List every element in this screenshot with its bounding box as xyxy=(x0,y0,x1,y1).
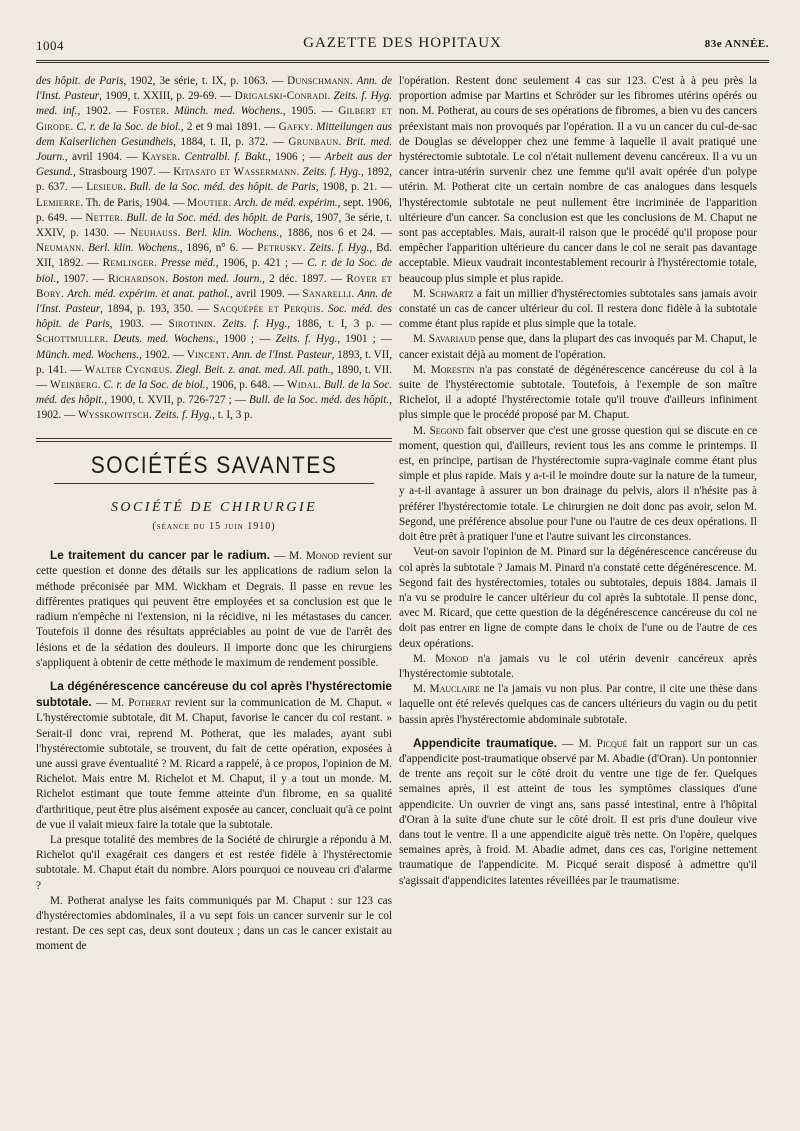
reference-text: . xyxy=(166,105,175,118)
reference-text: . xyxy=(169,363,176,376)
society-title: SOCIÉTÉ DE CHIRURGIE xyxy=(110,499,318,515)
header-rule-thin xyxy=(36,62,769,63)
section-rule-top-2 xyxy=(36,441,392,442)
reference-text: . xyxy=(302,242,310,255)
paragraph-text: ne l'a jamais vu non plus. Par contre, il cite une thèse dans laquelle ont été relevés quelques cas de cancers ultérieurs du vagin ou du petit bassin après l'hystérectomie abdominale subtotale. xyxy=(399,683,758,726)
reference-text: . xyxy=(61,287,68,300)
paragraph-text: l'opération. Restent donc seulement 4 cas sur 123. C'est à à peu près la proportion admise par Martins et Schröder sur les fibromes utérins opérés ou non. M. Potherat, au cours de ses opérations de fibromes, a bien vu des cancers préexistant mais non provoqués par l'opération. Il a vu un cancer du cul-de-sac de Douglas se développer chez une femme à laquelle il avait pratiqué une hystérectomie subtotale. Le col n'était nullement devenu cancéreux. Il a vu un cancer intra-utérin survenir chez une femme qu'il avait opérée d'un polype utérin. M. Potherat cite un certain nombre de cas analogues dans lesquels l'hystérectomie subtotale ne peut nullement être incriminée de l'apparition ultérieure d'un cancer. Sa conclusion est que les conclusions de M. Chaput ne sont pas acceptables. Mais, aurait-il raison que le procédé qu'il propose pour empêcher l'apparition ultérieure du cancer dans le col ne serait pas davantage acceptable. Mieux vaudrait incontestablement recourir à l'hystérectomie totale, beaucoup plus simple et plus rapide. xyxy=(399,75,757,285)
reference-text: . Th. de Paris, 1904. — xyxy=(80,196,188,209)
reference-author: Lemierre xyxy=(36,196,81,209)
reference-author: Lesieur xyxy=(86,181,124,194)
section-rule-under-title xyxy=(54,483,374,484)
paragraph xyxy=(399,652,757,682)
reference-text: , 1906, p. 421 ; — xyxy=(215,257,308,270)
reference-journal: Zeits. f. Hyg. xyxy=(222,318,288,331)
reference-text: . xyxy=(228,196,235,209)
reference-text: , 1909, t. XXIII, p. 29-69. — xyxy=(99,90,235,103)
article-author-degenerescence: M. Potherat xyxy=(111,697,171,710)
reference-author: Neumann xyxy=(36,242,82,255)
paragraph xyxy=(399,287,757,333)
header-rule xyxy=(36,60,769,61)
reference-journal: des hôpit. de Paris xyxy=(36,75,124,87)
article-title-degenerescence: La dégénérescence cancéreuse du col après l'hystérectomie subtotale. xyxy=(36,678,392,710)
reference-text: , 2 déc. 1897. — xyxy=(262,272,347,285)
reference-text: , 1896, n° 6. — xyxy=(179,242,258,255)
reference-author: Gilbert et Girode xyxy=(36,105,393,133)
reference-author: Neuhauss xyxy=(130,227,178,240)
article-body-degenerescence: revient sur la communication de M. Chaput. « L'hystérectomie subtotale, dit M. Chaput, favorise le cancer du col restant. » Serait-il donc vrai, reprend M. Potherat, que les malades, ayant subi l'hystérectomie subtotale, se trouvent, du fait de cette opération, exposées à une aussi grave éventualité ? M. Ricard a rappelé, à ce propos, l'opinion de M. Richelot. Mais entre M. Richelot et M. Chaput, il y a tout un monde. M. Richelot estimant que toute femme atteinte d'un fibrome, en sa qualité d'arthritique, peut être plus aisément exposée au cancer, concluait qu'à ce point de vue il valait mieux faire la totale que la subtotale. xyxy=(36,697,393,831)
reference-journal: Mitteilungen aus dem Kaiserlichen Gesundheis xyxy=(36,120,393,148)
paragraph-text: Veut-on savoir l'opinion de M. Pinard sur la dégénérescence cancéreuse du col après la subtotale ? Jamais M. Pinard n'a constaté cette dégénérescence. M. Segond fait des hystérectomies, totales ou subtotales, depuis 1884. Jamais il n'a vu se produire le cancer ultérieur du col après la subtotale. Il pense donc, avec M. Ricard, que cette question de la dégénérescence cancéreuse du col ne doit pas entrer en ligne de compte dans le choix de l'une ou de l'autre de ces deux opérations. xyxy=(399,546,757,650)
reference-journal: Berl. klin. Wochens. xyxy=(185,227,280,240)
reference-journal: Berl. klin. Wochens. xyxy=(88,242,180,255)
reference-text: . xyxy=(296,166,303,179)
article-author-appendicite: M. Picqué xyxy=(578,737,628,750)
article-radium: Le traitement du cancer par le radium. — M. Monod revient sur cette question et donne des détails sur les applications de radium selon la méthode préconisée par MM. Wickham et Degrais. Il passe en revue les différentes pratiques qui peuvent être employées et sa conclusion est que le radium n'empêche ni l'extension, ni la récidive, ni les métastases du cancer. Toutefois il donne des résultats appréciables au point de vue de l'arrêt des lésions et de la sédation des douleurs. Il importe donc que les chirurgiens s'appliquent à obtenir de cette méthode le maximum de rendement possible. xyxy=(36,548,392,669)
reference-journal: Arbeit aus der Gesund. xyxy=(36,151,392,179)
reference-text: . xyxy=(351,287,358,300)
reference-journal: Centralbl. f. Bakt. xyxy=(184,151,269,164)
reference-author: Sirotinin xyxy=(168,318,213,331)
reference-text: . xyxy=(165,272,173,285)
paragraph xyxy=(399,682,757,728)
reference-journal: Arch. méd. expérim. et anat. pathol. xyxy=(67,287,230,300)
reference-journal: Brit. med. Journ. xyxy=(36,135,393,164)
reference-author: Schottmuller xyxy=(36,333,106,346)
reference-text: . xyxy=(327,90,334,103)
reference-journal: Münch. med. Wochens. xyxy=(174,105,283,118)
reference-journal: C. r. de la Soc. de biol. xyxy=(36,257,393,285)
paragraph xyxy=(399,545,757,651)
paragraph-text: n'a pas constaté de dégénérescence cancéreuse du col à la suite de l'hystérectomie subtotale. Toutefois, à l'exemple de son maître Richelot, il a adopté l'hystérectomie totale qu'il trouve d'ailleurs infiniment plus simple que le procédé proposé par M. Chaput. xyxy=(399,363,758,422)
reference-journal: Ann. de l'Inst. Pasteur xyxy=(36,287,392,316)
reference-text: . xyxy=(318,379,324,392)
reference-text: , 1886, t. I, 3 p. — xyxy=(287,318,392,331)
paragraph xyxy=(399,74,757,287)
reference-text: . xyxy=(349,75,357,87)
article-author-radium: M. Monod xyxy=(289,550,340,563)
article-body-appendicite: fait un rapport sur un cas d'appendicite post-traumatique observé par M. Abadie (d'Oran). Un pontonnier de trente ans reçoit sur le côté droit du ventre une tige de fer. Quelques semaines après, il est atteint de tous les symptômes classiques d'une appendicite. Un ouvrier de vingt ans, sans passé intestinal, entre à l'hôpital d'Oran à la suite d'une chute sur le côté droit. Il est pris d'une douleur vive dans tout le ventre. Il a une appendicite aiguë très nette. On l'opère, quelques semaines après, à froid. M. Abadie admet, dans ces cas, l'origine nettement traumatique de l'appendicite. M. Picqué serait disposé à admettre qu'il s'agissait d'appendicites latentes réveillées par le traumatisme. xyxy=(399,737,758,887)
reference-journal: Arch. de méd. expérim. xyxy=(234,196,338,209)
reference-text: , 1907, 3e série, t. XXIV, p. 1430. — xyxy=(36,211,393,240)
year-label: 83e ANNÉE. xyxy=(704,38,769,50)
reference-text: , 1905. — xyxy=(282,105,339,118)
reference-text: . xyxy=(177,227,186,240)
reference-text: . xyxy=(120,211,127,224)
article-body-radium: revient sur cette question et donne des détails sur les applications de radium selon la méthode préconisée par MM. Wickham et Degrais. Il passe en revue les différentes pratiques qui peuvent être employées et sa conclusion est que le radium n'empêche ni l'extension, ni la récidive, ni les métastases du cancer. Toutefois il donne des résultats appréciables au point de vue de l'arrêt des lésions et de la sédation des douleurs. Il importe donc que les chirurgiens s'appliquent à obtenir de cette méthode le maximum de rendement possible. xyxy=(36,550,392,669)
speaker-name: M. Segond xyxy=(413,424,464,437)
paragraph-text: n'a jamais vu le col utérin devenir cancéreux après l'hystérectomie subtotale. xyxy=(399,652,757,680)
reference-journal: Soc. méd. des hôpit. de Paris xyxy=(36,303,392,331)
reference-text: , 1884, t. II, p. 372. — xyxy=(173,135,289,148)
reference-text: . xyxy=(154,257,161,270)
reference-author: Foster xyxy=(132,105,167,118)
reference-text: . xyxy=(70,120,77,133)
reference-author: Richardson xyxy=(108,272,166,285)
speaker-name: M. Mauclaire xyxy=(413,683,481,696)
reference-journal: Zeits. f. Hyg. xyxy=(275,333,338,346)
reference-text: , 1890, t. VII. — xyxy=(36,363,393,392)
reference-text: , avril 1904. — xyxy=(64,151,142,164)
reference-author: Sanarelli xyxy=(302,287,352,300)
paragraph xyxy=(399,363,757,424)
page-number: 1004 xyxy=(36,38,64,53)
bibliography-references xyxy=(36,74,392,424)
reference-journal: Zeits. f. Hyg. xyxy=(302,166,361,179)
reference-text: , 1902. — xyxy=(36,394,392,422)
reference-text: , 2 et 9 mai 1891. — xyxy=(180,120,279,133)
reference-journal: Boston med. Journ. xyxy=(172,272,263,285)
reference-text: , Strasbourg 1907. — xyxy=(72,166,174,179)
paragraph-text: pense que, dans la plupart des cas invoqués par M. Chaput, le cancer existait déjà au moment de l'opération. xyxy=(399,333,758,361)
reference-text: , 1894, p. 193, 350. — xyxy=(100,303,214,316)
reference-journal: C. r. de la Soc. de biol. xyxy=(76,120,181,133)
reference-journal: Bull. de la Soc. méd. des hôpit. xyxy=(36,379,393,407)
paragraph xyxy=(399,424,757,546)
reference-journal: Zeits. f. Hyg. xyxy=(154,409,213,422)
reference-text: . xyxy=(105,333,114,346)
reference-author: Netter xyxy=(85,211,121,224)
reference-text: , 1908, p. 21. — xyxy=(315,181,393,194)
journal-title: GAZETTE DES HOPITAUX xyxy=(303,35,502,51)
reference-text: , 1900 ; — xyxy=(215,333,276,346)
reference-text: , 1900, t. XVII, p. 726-727 ; — xyxy=(104,394,250,407)
paragraph-text: fait observer que c'est une grosse question qui se discute en ce moment, question qui, d'ailleurs, revient tous les ans comme le printemps. Il est, en principe, partisan de l'hystérectomie supra-vaginale comme étant plus simple et plus rapide. Mais y a-t-il le moindre doute sur la nature de la tumeur, y a-t-il avantage à assurer un bon drainage du pelvis, alors il n'hésite pas à préférer l'hystérectomie totale. Le chirurgien ne doit donc pas avoir, selon M. Segond, une préférence absolue pour l'une ou l'autre de ces deux opérations. Il doit être prêt à pratiquer l'une et l'autre suivant les circonstances. xyxy=(399,424,757,544)
reference-journal: Bull. de la Soc. méd. des hôpit. xyxy=(249,394,390,407)
reference-journal: Ann. de l'Inst. Pasteur xyxy=(231,348,332,361)
reference-author: Walter Cygnœus xyxy=(84,363,170,376)
reference-text: , 1902. — xyxy=(139,348,187,361)
reference-text: , t. I, 3 p. xyxy=(212,409,253,422)
reference-journal: Presse méd. xyxy=(160,257,216,270)
reference-author: Vincent xyxy=(186,348,227,361)
article-title-radium: Le traitement du cancer par le radium. xyxy=(50,548,271,563)
reference-text: . xyxy=(177,151,185,164)
reference-text: . xyxy=(310,120,317,133)
reference-text: , 1907. — xyxy=(56,272,109,285)
session-date: (séance du 15 juin 1910) xyxy=(152,521,276,533)
left-column xyxy=(36,74,392,955)
speaker-name: M. Monod xyxy=(413,652,469,665)
reference-text: , 1906, p. 648. — xyxy=(205,379,287,392)
reference-text: , Bd. XII, 1892. — xyxy=(36,242,392,270)
reference-journal: Bull. de la Soc. méd. des hôpit. de Paris xyxy=(129,181,316,194)
article-title-appendicite: Appendicite traumatique. xyxy=(413,735,557,750)
reference-journal: Zeits. f. Hyg. xyxy=(309,242,370,255)
speaker-name: M. Savariaud xyxy=(413,333,476,346)
right-paragraphs xyxy=(399,74,757,728)
reference-text: , avril 1909. — xyxy=(229,287,303,300)
right-column xyxy=(399,74,757,889)
reference-author: Drigalski-Conradi xyxy=(234,90,328,103)
paragraph: La presque totalité des membres de la Société de chirurgie a répondu à M. Richelot qu'il exagérait ces dangers et est restée fidèle à l'hystérectomie subtotale. M. Chaput était du nombre. Alors pourquoi ce nouveau cri d'alarme ? xyxy=(36,833,392,892)
reference-author: Weinberg xyxy=(50,379,98,392)
article-degenerescence: La dégénérescence cancéreuse du col après l'hystérectomie subtotale. — M. Potherat revient sur la communication de M. Chaput. « L'hystérectomie subtotale, dit M. Chaput, favorise le cancer du col restant. » Serait-il donc vrai, reprend M. Potherat, que les malades, ayant subi l'hystérectomie subtotale, se trouvent, du fait de cette opération, exposées à une aussi grave éventualité ? M. Ricard a rappelé, à ce propos, l'opinion de M. Richelot. Mais entre M. Richelot et M. Chaput, il y a tout un monde. M. Richelot estimant que toute femme atteinte d'un fibrome, en sa qualité d'arthritique, peut être plus aisément exposée au cancer, concluait qu'à ce point de vue il valait mieux faire la totale que la subtotale. xyxy=(36,678,393,831)
reference-author: Grunbaun xyxy=(288,135,339,148)
reference-text: , 1893, t. VII, p. 141. — xyxy=(36,348,393,376)
reference-text: . xyxy=(320,303,328,316)
paragraph xyxy=(399,332,757,362)
paragraph-text: a fait un millier d'hystérectomies subtotales sans jamais avoir constaté un cas de cancer ultérieur du col. Il restera donc fidèle à la subtotale comme étant plus rapide et plus simple que la totale. xyxy=(399,287,757,331)
reference-author: Wysskowitsch xyxy=(77,409,150,422)
page-header xyxy=(36,34,769,56)
reference-text: , 1901 ; — xyxy=(337,333,393,346)
reference-text: . xyxy=(123,181,130,194)
reference-journal: C. r. de la Soc. de biol. xyxy=(103,379,206,392)
reference-journal: Deuts. med. Wochens. xyxy=(113,333,216,346)
reference-author: Royer et Bory xyxy=(36,272,392,300)
reference-journal: Bull. de la Soc. méd. des hôpit. de Paris xyxy=(126,211,311,224)
speaker-name: M. Schwartz xyxy=(413,287,474,300)
reference-text: . xyxy=(81,242,89,255)
reference-text: . xyxy=(226,348,232,361)
reference-author: Widal xyxy=(286,379,319,392)
reference-author: Dunschmann xyxy=(287,75,350,87)
reference-text: , 1906 ; — xyxy=(268,151,325,164)
reference-text: , 1892, p. 637. — xyxy=(36,166,393,194)
speaker-name: M. Morestin xyxy=(413,363,475,376)
reference-journal: Ziegl. Beit. z. anat. med. All. path. xyxy=(175,363,331,376)
reference-journal: Zeits. f. Hyg. med. inf. xyxy=(36,90,393,118)
reference-text: . xyxy=(338,135,346,148)
paragraph: M. Potherat analyse les faits communiqués par M. Chaput : sur 123 cas d'hystérectomies abdominales, il a vu sept fois un cancer survenir sur le col restant. De ces sept cas, deux sont douteux ; dans un cas le cancer existait au moment de xyxy=(36,894,392,953)
article-appendicite: Appendicite traumatique. — M. Picqué fait un rapport sur un cas d'appendicite post-traumatique observé par M. Abadie (d'Oran). Un pontonnier de trente ans reçoit sur le côté droit du ventre une tige de fer. Quelques semaines après, il est atteint de tous les symptômes classiques d'une appendicite. Un ouvrier de vingt ans, sans passé intestinal, entre à l'hôpital d'Oran à la suite d'une chute sur le côté droit. Il est pris d'une douleur vive dans tout le ventre. Il a une appendicite aiguë très nette. On l'opère, quelques semaines après, à froid. M. Abadie admet, dans ces cas, l'origine nettement traumatique de l'appendicite. M. Picqué serait disposé à admettre qu'il s'agissait d'appendicites latentes réveillées par le traumatisme. xyxy=(399,735,758,887)
reference-text: , 1903. — xyxy=(109,318,169,331)
reference-journal: Ann. de l'Inst. Pasteur xyxy=(36,75,392,103)
reference-journal: Münch. med. Wochens. xyxy=(36,348,140,361)
reference-text: , 1902, 3e série, t. IX, p. 1063. — xyxy=(123,75,288,87)
reference-text: . xyxy=(212,318,223,331)
reference-author: Remlinger xyxy=(102,257,155,270)
reference-text: , 1886, nos 6 et 24. — xyxy=(279,227,392,240)
section-title: SOCIÉTÉS SAVANTES xyxy=(90,451,338,479)
reference-author: Kayser xyxy=(141,151,178,164)
reference-author: Moutier xyxy=(187,196,229,209)
reference-author: Sacquépée et Perquis xyxy=(213,303,321,316)
reference-author: Kitasato et Wassermann xyxy=(173,166,297,179)
reference-author: Gafky xyxy=(278,120,311,133)
reference-text: , sept. 1906, p. 649. — xyxy=(36,196,392,224)
reference-text: , 1902. — xyxy=(77,105,133,118)
reference-author: Petrusky xyxy=(257,242,303,255)
reference-text: . xyxy=(149,409,155,422)
reference-text: . xyxy=(97,379,104,392)
